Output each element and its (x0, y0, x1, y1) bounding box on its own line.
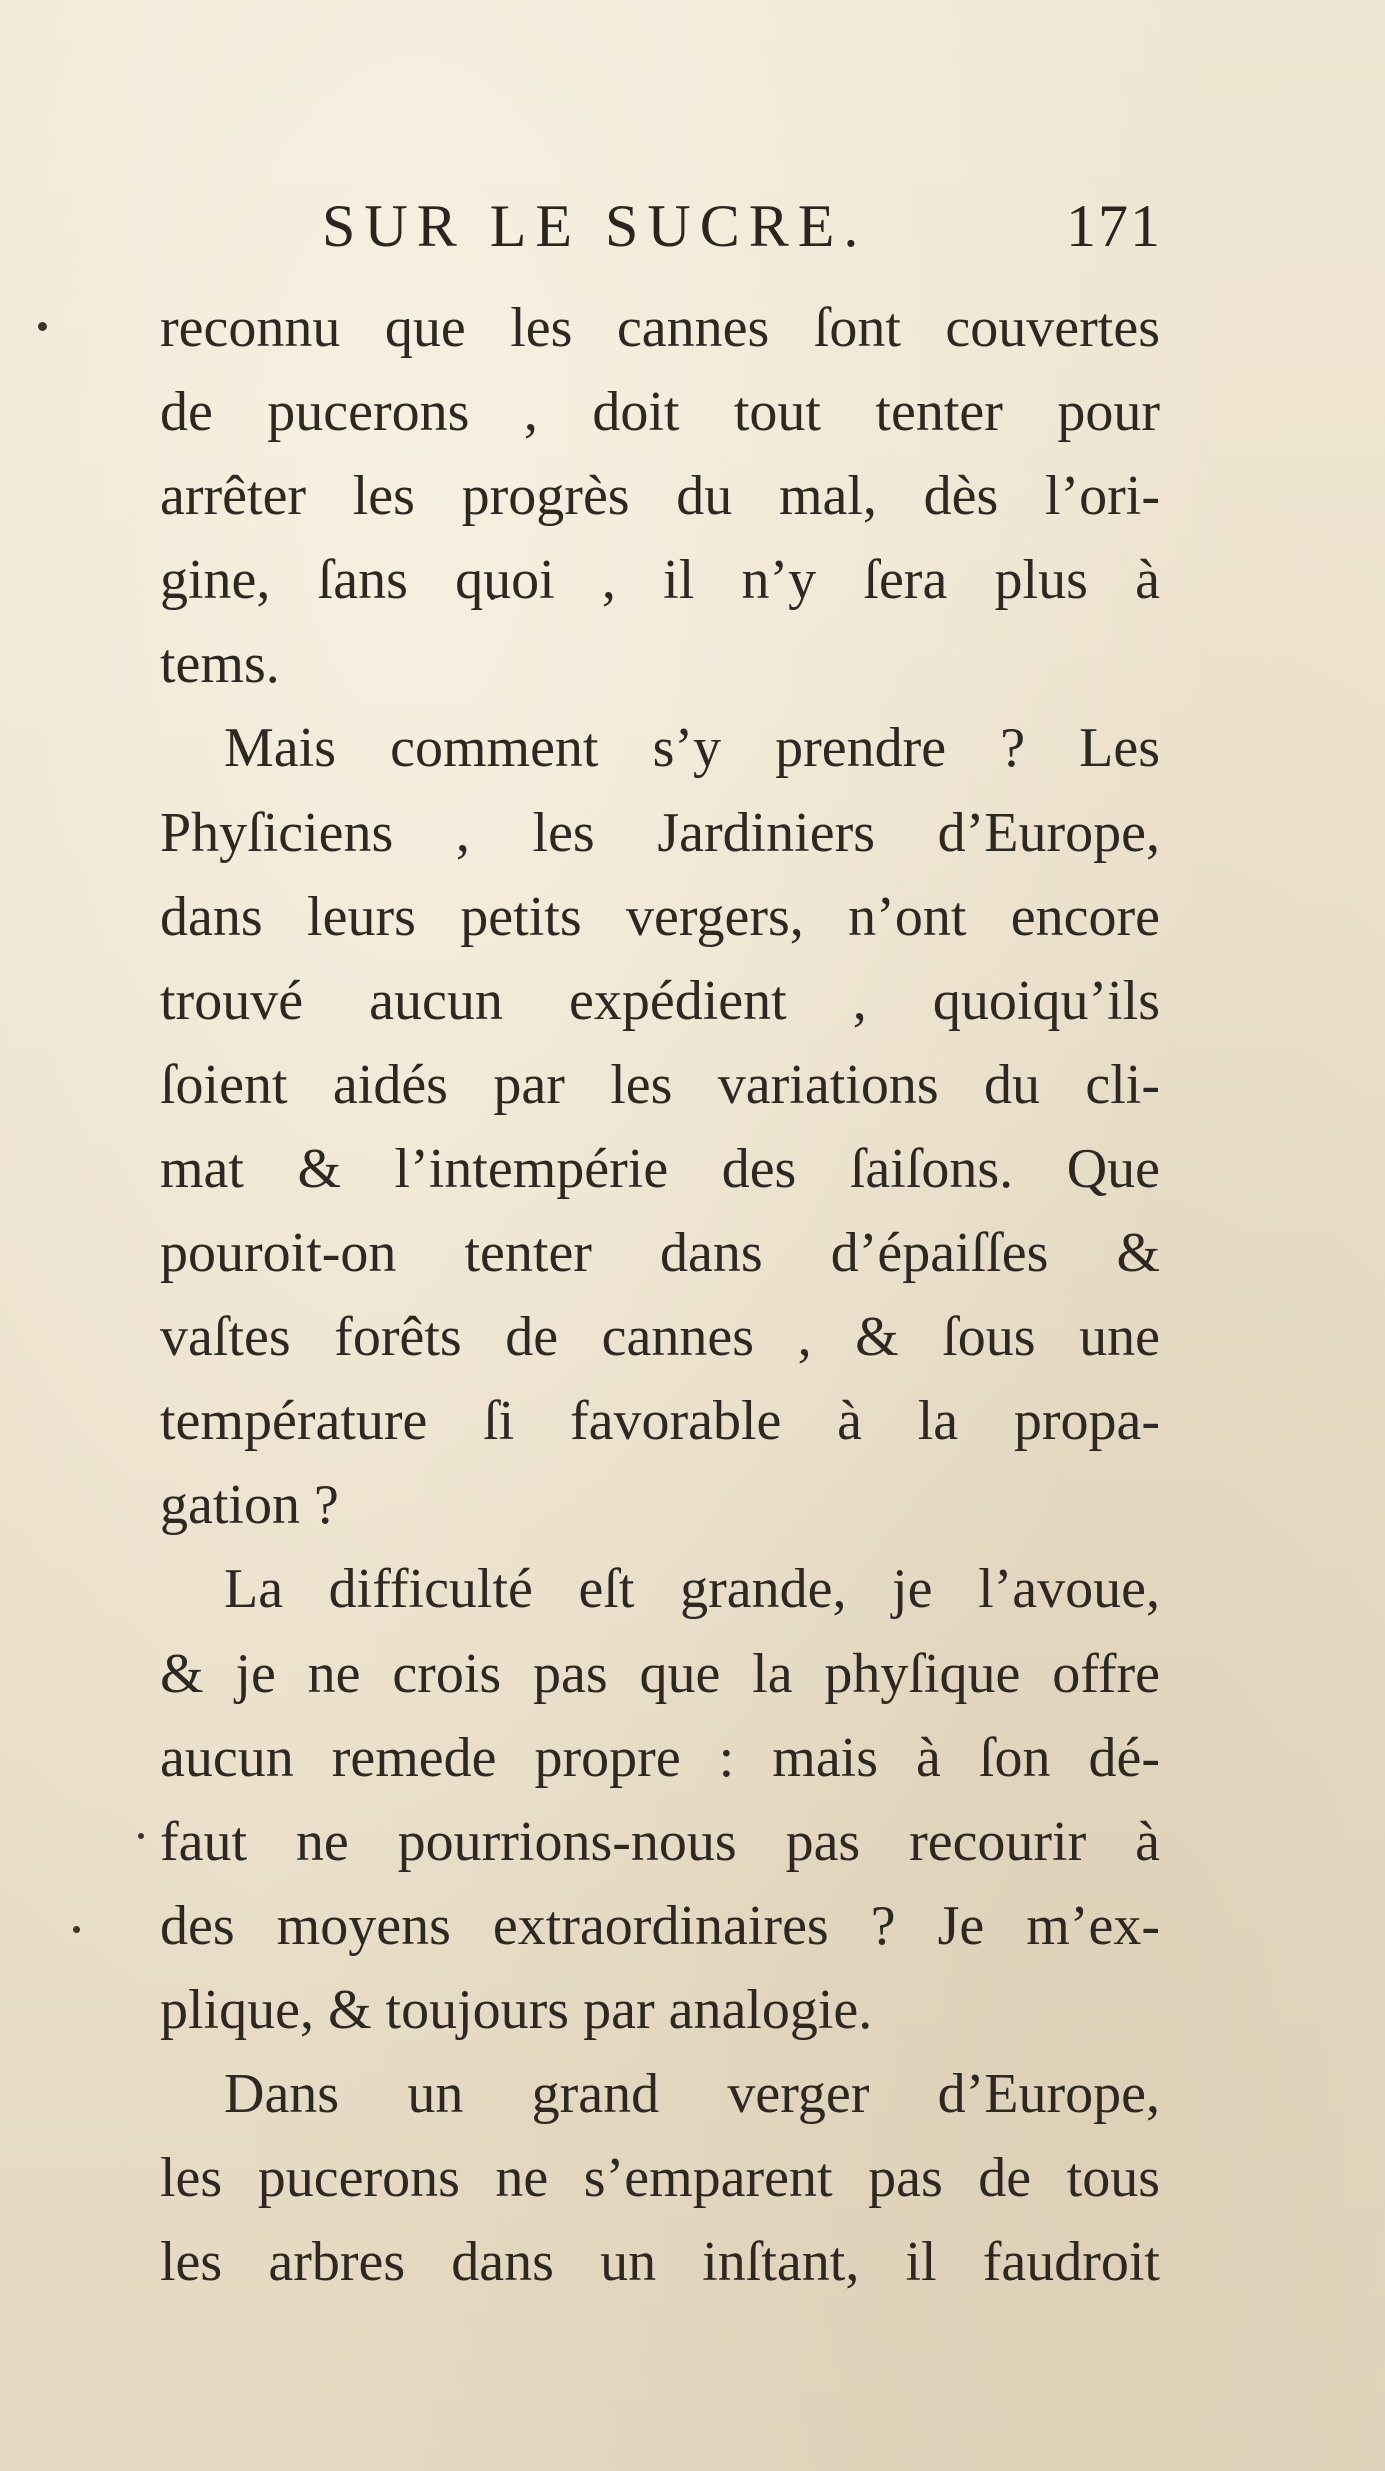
text-line: La difficulté eſt grande, je l’avoue, (224, 1558, 1160, 1621)
ink-speck (73, 1926, 80, 1933)
running-head (322, 192, 1182, 272)
text-line: plique, & toujours par analogie. (160, 1978, 873, 2041)
ink-speck (38, 322, 47, 331)
text-line: aucun remede propre : mais à ſon dé- (160, 1726, 1160, 1789)
page-number: 171 (1066, 193, 1162, 259)
text-line: pouroit-on tenter dans d’épaiſſes & (160, 1222, 1160, 1285)
text-line: les arbres dans un inſtant, il faudroit (160, 2231, 1160, 2294)
text-line: reconnu que les cannes ſont couvertes (160, 297, 1160, 359)
body-text (160, 286, 1160, 2304)
text-line: & je ne crois pas que la phyſique offre (160, 1642, 1160, 1705)
text-line: Phyſiciens , les Jardiniers d’Europe, (160, 801, 1160, 864)
text-line: gation ? (160, 1474, 339, 1537)
text-line: vaſtes forêts de cannes , & ſous une (160, 1306, 1160, 1369)
text-line: mat & l’intempérie des ſaiſons. Que (160, 1137, 1160, 1200)
text-line: faut ne pourrions-nous pas recourir à (160, 1810, 1160, 1873)
text-line: arrêter les progrès du mal, dès l’ori- (160, 465, 1160, 528)
running-title: SUR LE SUCRE. (322, 193, 868, 259)
text-line: ſoient aidés par les variations du cli- (160, 1053, 1160, 1116)
text-line: Mais comment s’y prendre ? Les (224, 717, 1160, 780)
text-line: gine, ſans quoi , il n’y ſera plus à (160, 549, 1160, 612)
text-line: température ſi favorable à la propa- (160, 1390, 1160, 1453)
text-line: dans leurs petits vergers, n’ont encore (160, 885, 1160, 948)
text-line: trouvé aucun expédient , quoiqu’ils (160, 969, 1160, 1032)
ink-speck (138, 1833, 144, 1839)
text-line: Dans un grand verger d’Europe, (224, 2062, 1160, 2125)
text-line: tems. (160, 633, 280, 696)
text-line: les pucerons ne s’emparent pas de tous (160, 2147, 1160, 2210)
text-line: de pucerons , doit tout tenter pour (160, 381, 1160, 444)
text-line: des moyens extraordinaires ? Je m’ex- (160, 1894, 1160, 1957)
